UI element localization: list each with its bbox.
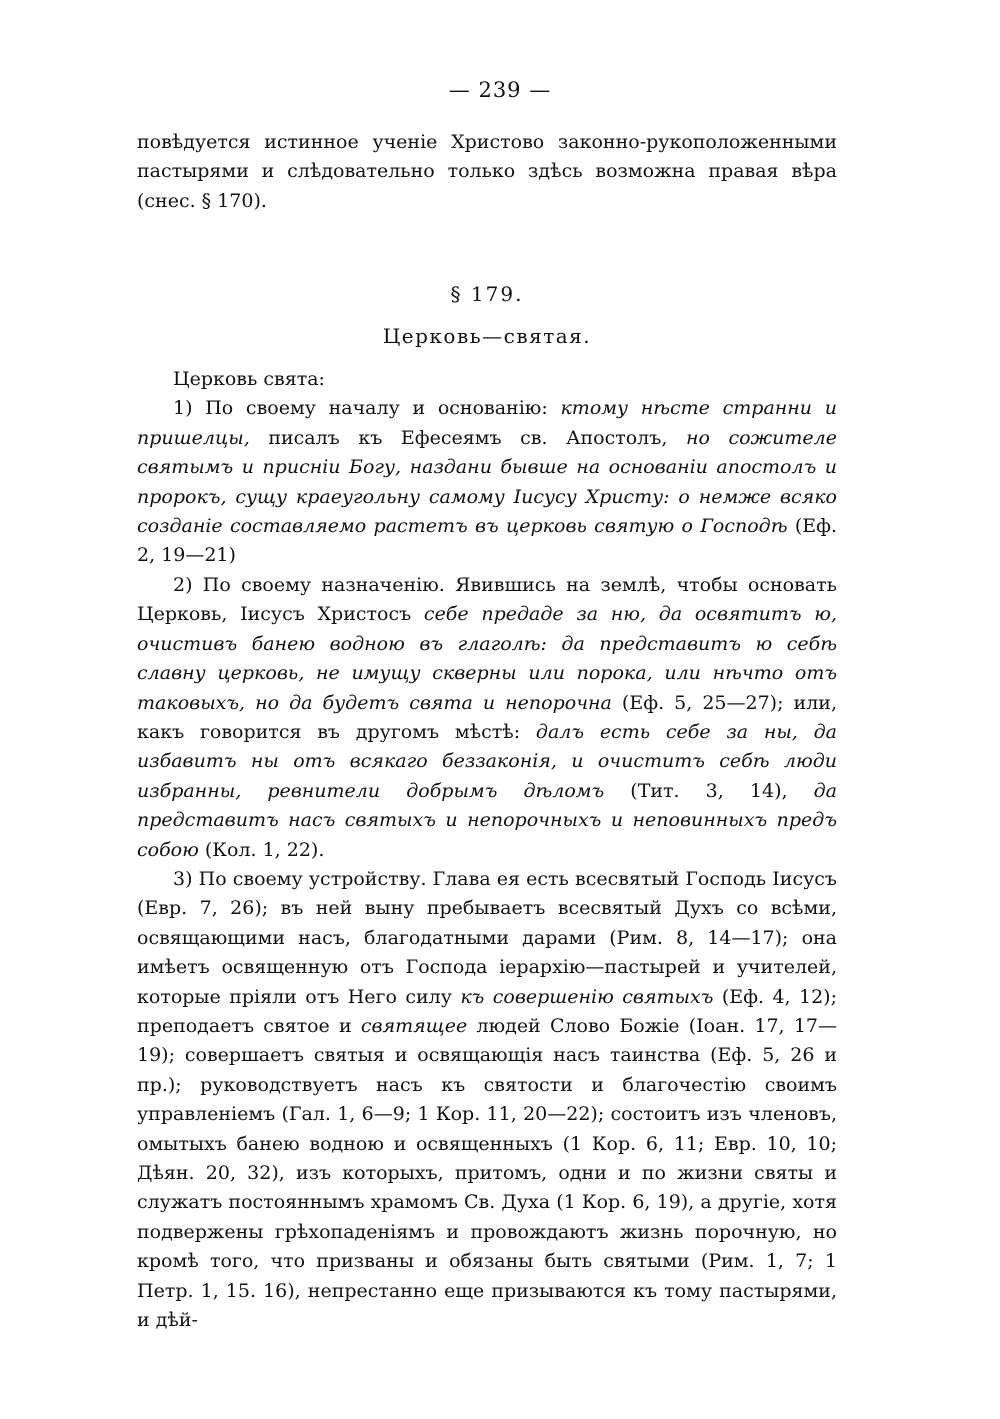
quote-span: себе предаде за ню, да освятитъ ю, очистивъ банею водною въ глаголѣ: да представитъ ю себѣ славну церковь, не имущу скверны или порока, или нѣчто отъ таковыхъ, но да будетъ свята и непорочна (137, 603, 837, 714)
text-span: писалъ къ Ефесеямъ св. Апостолъ, (249, 426, 686, 449)
text-span: (Еф. 4, 12); преподаетъ святое и (137, 985, 837, 1037)
text-span: 2) По своему назначенію. Явившись на землѣ, чтобы основать Церковь, Іисусъ Христосъ (137, 573, 837, 626)
page-number: — 239 — (448, 78, 552, 102)
text-span: 1) По своему началу и основанію: (173, 397, 561, 420)
text-span: людей Слово Божіе (Іоан. 17, 17—19); совершаетъ святыя и освящающія насъ таинства (Еф. 5, 26 и пр.); руководствуетъ насъ къ святости и благочестію своимъ управленіемъ (Гал. 1, 6—9; 1 Кор. 11, 20—22); состоитъ изъ членовъ, омытыхъ банею водною и освященныхъ (1 Кор. 6, 11; Евр. 10, 10; Дѣян. 20, 32), изъ которыхъ, притомъ, одни и по жизни святы и служатъ постояннымъ храмомъ Св. Духа (1 Кор. 6, 19), а другіе, хотя подвержены грѣхопаденіямъ и провождаютъ жизнь порочную, но кромѣ того, что призваны и обязаны быть святыми (Рим. 1, 7; 1 Петр. 1, 15. 16), непрестанно еще призываются къ тому пастырями, и дѣй- (137, 1014, 837, 1332)
text-span: (Еф. 2, 19—21) (137, 515, 838, 567)
text-span: (Еф. 5, 25—27); или, какъ говорится въ другомъ мѣстѣ: (137, 691, 837, 743)
text-span: 3) По своему устройству. Глава ея есть всесвятый Господь Іисусъ (Евр. 7, 26); въ ней выну пребываетъ всесвятый Духъ со всѣми, освящающими насъ, благодатными дарами (Рим. 8, 14—17); она имѣетъ освященную отъ Господа іерархію—пастырей и учителей, которые пріяли отъ Него силу (137, 867, 837, 1008)
paragraph-point-1 (137, 394, 837, 570)
quote-span: ктому нѣсте странни и пришелцы, (137, 397, 837, 449)
quote-span: да представитъ насъ святыхъ и непорочныхъ и неповинныхъ предъ собою (137, 779, 837, 861)
quote-span: но сожителе святымъ и присніи Богу, наздани бывше на основаніи апостолъ и пророкъ, сущу краеугольну самому Іисусу Христу: о немже всяко созданіе составляемо растетъ въ церковь святую о Господѣ (137, 426, 837, 538)
text-span: (Кол. 1, 22). (198, 838, 325, 861)
paragraph-point-2 (137, 571, 837, 865)
lead-line: Церковь свята: (173, 368, 325, 391)
section-number: § 179. (450, 282, 524, 307)
text-span: (Тит. 3, 14), (604, 779, 814, 802)
quote-span: святящее (360, 1014, 468, 1037)
text-column (137, 128, 837, 1335)
intro-paragraph: повѣдуется истинное ученіе Христово законно-рукоположенными пастырями и слѣдовательно только здѣсь возможна правая вѣра (снес. § 170). (137, 131, 837, 212)
section-title: Церковь—святая. (382, 323, 592, 348)
quote-span: къ совершенію святыхъ (460, 985, 714, 1008)
paragraph-point-3 (137, 865, 837, 1336)
quote-span: далъ есть себе за ны, да избавитъ ны отъ всякаго беззаконія, и очиститъ себѣ люди избранны, ревнители добрымъ дѣломъ (137, 720, 837, 802)
